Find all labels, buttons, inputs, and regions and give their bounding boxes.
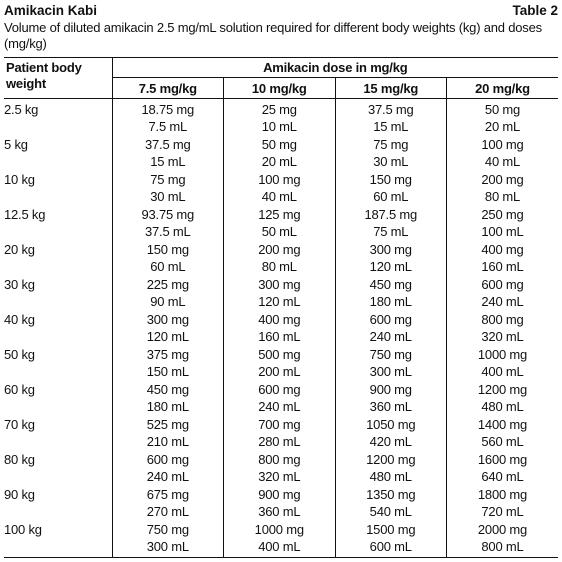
body-weight-cell: 90 kg <box>4 487 35 502</box>
volume-ml-value: 480 mL <box>481 399 524 414</box>
table-row <box>4 451 558 486</box>
volume-ml-value: 240 mL <box>481 294 524 309</box>
dose-column-header: 7.5 mg/kg <box>112 78 223 99</box>
dose-cell <box>447 206 559 241</box>
dose-mg-value: 1000 mg <box>477 347 528 362</box>
volume-ml-value: 40 mL <box>484 154 521 169</box>
table-row <box>4 276 558 311</box>
dose-mg-value: 37.5 mg <box>367 102 414 117</box>
dose-mg-value: 25 mg <box>261 102 297 117</box>
dose-cell <box>335 136 446 171</box>
dose-mg-value: 250 mg <box>481 207 524 222</box>
dose-mg-value: 200 mg <box>258 242 301 257</box>
dose-cell <box>335 346 446 381</box>
dose-cell <box>335 521 446 558</box>
table-row <box>4 311 558 346</box>
volume-ml-value: 160 mL <box>258 329 301 344</box>
volume-ml-value: 400 mL <box>481 364 524 379</box>
volume-ml-value: 280 mL <box>258 434 301 449</box>
volume-ml-value: 160 mL <box>481 259 524 274</box>
table-caption: Volume of diluted amikacin 2.5 mg/mL solution required for different body weights (kg) and doses (mg/kg) <box>4 20 542 51</box>
dose-mg-value: 18.75 mg <box>141 102 195 117</box>
dose-mg-value: 75 mg <box>150 172 186 187</box>
volume-ml-value: 640 mL <box>481 469 524 484</box>
body-weight-cell: 10 kg <box>4 172 35 187</box>
dose-cell <box>112 486 223 521</box>
dose-mg-value: 800 mg <box>481 312 524 327</box>
volume-ml-value: 420 mL <box>369 434 412 449</box>
table-row <box>4 521 558 558</box>
dose-cell <box>335 416 446 451</box>
dose-mg-value: 400 mg <box>481 242 524 257</box>
body-weight-cell: 5 kg <box>4 137 28 152</box>
dose-cell <box>112 206 223 241</box>
body-weight-cell: 20 kg <box>4 242 35 257</box>
table-row <box>4 99 558 137</box>
dose-cell <box>224 241 335 276</box>
dose-cell <box>224 521 335 558</box>
dose-cell <box>224 451 335 486</box>
volume-ml-value: 300 mL <box>146 539 189 554</box>
dose-mg-value: 600 mg <box>258 382 301 397</box>
dose-cell <box>112 276 223 311</box>
dose-cell <box>447 451 559 486</box>
dose-cell <box>112 416 223 451</box>
dose-mg-value: 1400 mg <box>477 417 528 432</box>
volume-ml-value: 7.5 mL <box>148 119 188 134</box>
dose-cell <box>224 381 335 416</box>
dose-cell <box>112 311 223 346</box>
volume-ml-value: 50 mL <box>261 224 297 239</box>
body-weight-cell: 12.5 kg <box>4 207 46 222</box>
table-row <box>4 486 558 521</box>
dose-mg-value: 225 mg <box>146 277 189 292</box>
dose-mg-value: 37.5 mg <box>145 137 191 152</box>
dose-cell <box>224 206 335 241</box>
table-row <box>4 136 558 171</box>
dose-mg-value: 125 mg <box>258 207 301 222</box>
dose-cell <box>447 276 559 311</box>
dose-mg-value: 300 mg <box>369 242 412 257</box>
dose-cell <box>447 241 559 276</box>
dose-cell <box>112 451 223 486</box>
dose-cell <box>335 486 446 521</box>
table-row <box>4 381 558 416</box>
dose-cell <box>335 381 446 416</box>
dose-cell <box>112 171 223 206</box>
body-weight-cell: 50 kg <box>4 347 35 362</box>
dose-cell <box>112 346 223 381</box>
volume-ml-value: 480 mL <box>369 469 412 484</box>
dose-mg-value: 400 mg <box>258 312 301 327</box>
dose-cell <box>112 136 223 171</box>
dose-mg-value: 93.75 mg <box>141 207 195 222</box>
body-weight-cell: 60 kg <box>4 382 35 397</box>
dose-mg-value: 2000 mg <box>477 522 528 537</box>
body-weight-cell: 30 kg <box>4 277 35 292</box>
document-title: Amikacin Kabi <box>4 3 98 18</box>
dose-mg-value: 150 mg <box>146 242 189 257</box>
dose-column-header: 10 mg/kg <box>224 78 335 99</box>
volume-ml-value: 400 mL <box>258 539 301 554</box>
volume-ml-value: 120 mL <box>369 259 412 274</box>
dose-cell <box>335 206 446 241</box>
volume-ml-value: 37.5 mL <box>145 224 191 239</box>
table-row <box>4 241 558 276</box>
dose-cell <box>224 416 335 451</box>
title-line <box>4 3 558 19</box>
volume-ml-value: 200 mL <box>258 364 301 379</box>
dose-cell <box>447 136 559 171</box>
dose-group-header: Amikacin dose in mg/kg <box>112 58 558 78</box>
dose-cell <box>112 381 223 416</box>
dose-cell <box>224 99 335 137</box>
dose-cell <box>447 346 559 381</box>
dose-cell <box>447 99 559 137</box>
dose-cell <box>112 521 223 558</box>
dose-mg-value: 75 mg <box>373 137 409 152</box>
volume-ml-value: 320 mL <box>258 469 301 484</box>
volume-ml-value: 120 mL <box>146 329 189 344</box>
volume-ml-value: 270 mL <box>146 504 189 519</box>
volume-ml-value: 15 mL <box>373 119 409 134</box>
dose-cell <box>447 486 559 521</box>
dose-mg-value: 150 mg <box>369 172 412 187</box>
body-weight-cell: 80 kg <box>4 452 35 467</box>
dose-mg-value: 200 mg <box>481 172 524 187</box>
volume-ml-value: 540 mL <box>369 504 412 519</box>
dose-cell <box>447 311 559 346</box>
dose-column-header: 15 mg/kg <box>335 78 446 99</box>
volume-ml-value: 10 mL <box>261 119 297 134</box>
dose-mg-value: 50 mg <box>484 102 521 117</box>
volume-ml-value: 120 mL <box>258 294 301 309</box>
body-weight-cell: 40 kg <box>4 312 35 327</box>
volume-ml-value: 800 mL <box>481 539 524 554</box>
volume-ml-value: 15 mL <box>150 154 186 169</box>
dose-mg-value: 1050 mg <box>366 417 416 432</box>
volume-ml-value: 20 mL <box>484 119 521 134</box>
volume-ml-value: 80 mL <box>484 189 521 204</box>
volume-ml-value: 100 mL <box>481 224 524 239</box>
volume-ml-value: 40 mL <box>261 189 297 204</box>
volume-ml-value: 90 mL <box>150 294 186 309</box>
dose-cell <box>335 276 446 311</box>
table-row <box>4 171 558 206</box>
volume-ml-value: 360 mL <box>258 504 301 519</box>
dose-mg-value: 525 mg <box>146 417 189 432</box>
dose-mg-value: 375 mg <box>146 347 189 362</box>
dose-column-header: 20 mg/kg <box>447 78 559 99</box>
volume-ml-value: 80 mL <box>261 259 297 274</box>
dose-cell <box>335 241 446 276</box>
volume-ml-value: 60 mL <box>150 259 186 274</box>
volume-ml-value: 320 mL <box>481 329 524 344</box>
volume-ml-value: 720 mL <box>481 504 524 519</box>
dose-mg-value: 900 mg <box>369 382 412 397</box>
table-row <box>4 206 558 241</box>
dose-mg-value: 600 mg <box>481 277 524 292</box>
dose-cell <box>335 99 446 137</box>
dose-cell <box>224 311 335 346</box>
dose-mg-value: 675 mg <box>146 487 189 502</box>
dose-cell <box>447 381 559 416</box>
volume-ml-value: 30 mL <box>373 154 409 169</box>
dose-cell <box>224 486 335 521</box>
dose-mg-value: 100 mg <box>481 137 524 152</box>
dose-mg-value: 800 mg <box>258 452 301 467</box>
dose-mg-value: 1500 mg <box>366 522 416 537</box>
dose-mg-value: 1200 mg <box>366 452 416 467</box>
dose-mg-value: 450 mg <box>369 277 412 292</box>
volume-ml-value: 560 mL <box>481 434 524 449</box>
dose-mg-value: 1200 mg <box>477 382 528 397</box>
volume-ml-value: 240 mL <box>146 469 189 484</box>
body-weight-cell: 100 kg <box>4 521 112 558</box>
dose-mg-value: 187.5 mg <box>364 207 418 222</box>
dose-mg-value: 100 mg <box>258 172 301 187</box>
volume-ml-value: 210 mL <box>146 434 189 449</box>
dose-cell <box>112 241 223 276</box>
dose-mg-value: 500 mg <box>258 347 301 362</box>
volume-ml-value: 240 mL <box>369 329 412 344</box>
dose-cell <box>447 416 559 451</box>
dose-mg-value: 750 mg <box>369 347 412 362</box>
dose-cell <box>224 171 335 206</box>
volume-ml-value: 180 mL <box>369 294 412 309</box>
dose-cell <box>335 451 446 486</box>
volume-ml-value: 180 mL <box>146 399 189 414</box>
dose-cell <box>447 171 559 206</box>
dose-cell <box>224 136 335 171</box>
table-label: Table 2 <box>512 3 558 18</box>
patient-weight-header: Patient body weight <box>4 58 112 99</box>
dose-mg-value: 750 mg <box>146 522 189 537</box>
dose-mg-value: 450 mg <box>146 382 189 397</box>
volume-ml-value: 300 mL <box>369 364 412 379</box>
volume-ml-value: 240 mL <box>258 399 301 414</box>
dose-mg-value: 1600 mg <box>477 452 528 467</box>
dose-cell <box>112 99 223 137</box>
volume-ml-value: 150 mL <box>146 364 189 379</box>
dose-mg-value: 700 mg <box>258 417 301 432</box>
dose-mg-value: 300 mg <box>258 277 301 292</box>
dose-cell <box>447 521 559 558</box>
volume-ml-value: 30 mL <box>150 189 186 204</box>
volume-ml-value: 75 mL <box>373 224 409 239</box>
dose-mg-value: 600 mg <box>146 452 189 467</box>
dose-cell <box>224 276 335 311</box>
dose-mg-value: 1350 mg <box>366 487 416 502</box>
volume-ml-value: 20 mL <box>261 154 297 169</box>
volume-ml-value: 360 mL <box>369 399 412 414</box>
table-row <box>4 346 558 381</box>
table-row <box>4 416 558 451</box>
body-weight-cell: 70 kg <box>4 417 35 432</box>
dose-mg-value: 900 mg <box>258 487 301 502</box>
dose-cell <box>335 311 446 346</box>
dose-mg-value: 1000 mg <box>254 522 304 537</box>
dosage-table <box>4 57 558 558</box>
dose-mg-value: 300 mg <box>146 312 189 327</box>
dose-mg-value: 50 mg <box>261 137 297 152</box>
dose-cell <box>224 346 335 381</box>
dose-cell <box>335 171 446 206</box>
volume-ml-value: 60 mL <box>373 189 409 204</box>
dose-mg-value: 600 mg <box>369 312 412 327</box>
body-weight-cell: 2.5 kg <box>4 102 39 117</box>
volume-ml-value: 600 mL <box>369 539 412 554</box>
dose-mg-value: 1800 mg <box>477 487 528 502</box>
